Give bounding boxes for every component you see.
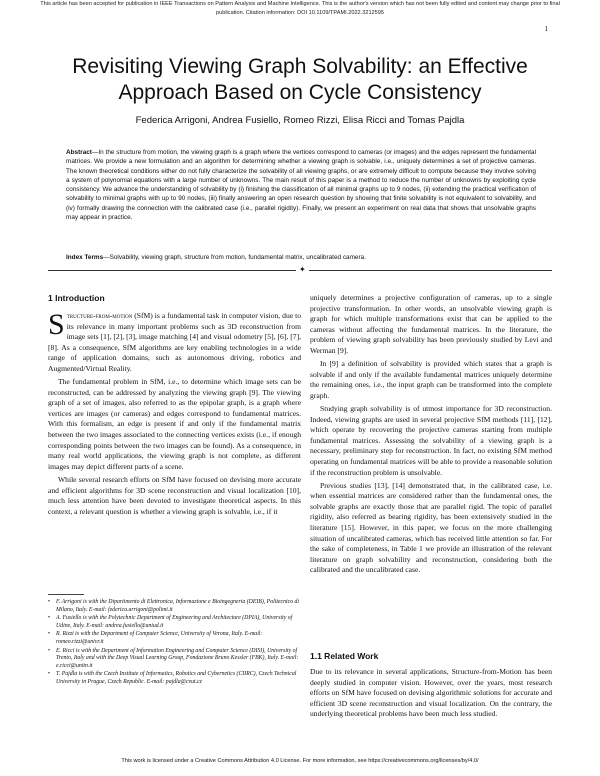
publication-notice: This article has been accepted for publication in IEEE Transactions on Pattern Analysis and Machine Intelligence. This is the author's version which has not been fully edited and content may change prior to final publication. Citation information: DOI 10.1109/TPAMI.2022.3212595 [40, 1, 560, 16]
right-column [310, 293, 552, 578]
right-paragraph-4: Previous studies [13], [14] demonstrated that, in the calibrated case, i.e. when essential matrices are considered rather than the fundamental ones, the solvable graphs are exactly those that are parallel rigid. The topic of parallel rigidity, also referred as bearing rigidity, has been extensively studied in the literature [15]. However, in this paper, we focus on the more challenging situation of uncalibrated cameras, which has received little attention so far. For the sake of completeness, in Table 1 we provide an illustration of the relevant literature on graph solvability and reconstruction, considering both the calibrated and the uncalibrated case. [310, 480, 552, 575]
license-notice: This work is licensed under a Creative Commons Attribution 4.0 License. For more information, see https://creativecommons.org/licenses/by/4.0/ [121, 758, 479, 764]
author-list: Federica Arrigoni, Andrea Fusiello, Romeo Rizzi, Elisa Ricci and Tomas Pajdla [135, 115, 465, 126]
abstract-text: —In the structure from motion, the viewing graph is a graph where the vertices correspond to cameras (or images) and the edges represent the fundamental matrices. We provide a new formulation and an algorithm for determining whether a viewing graph is solvable, i.e., uniquely determines a set of projective cameras. The known theoretical conditions either do not fully characterize the solvability of all viewing graphs, or are extremely difficult to compute because they involve solving a system of polynomial equations with a large number of unknowns. The main result of this paper is a method to reduce the number of unknowns by exploiting cycle consistency. We advance the understanding of solvability by (i) finishing the classification of all minimal graphs up to 9 nodes, (ii) extending the practical verification of solvability to minimal graphs with up to 90 nodes, (iii) finally answering an open research question by showing that finite solvability is not equivalent to solvability, and (iv) formally drawing the connection with the calibrated case (i.e., parallel rigidity). Finally, we present an experiment on real data that shows that unsolvable graphs may appear in practice. [66, 149, 536, 222]
left-column [48, 308, 301, 520]
abstract-label: Abstract [66, 149, 92, 156]
intro-lead-words: tructure-from-motion [66, 311, 133, 320]
intro-paragraph-1-text: (SfM) is a fundamental task in computer vision, due to its relevance in many important problems such as 3D reconstruction from image sets [1], [2], [3], image matching [4] and visual odometry [5], [6], [7], [8]. As a consequence, SfM algorithms are key enabling technologies in a wide range of application domains, such as autonomous driving, robotics and Augmented/Virtual Reality. [48, 311, 301, 373]
footnote-rule [48, 594, 84, 595]
index-terms-text: —Solvability, viewing graph, structure from motion, fundamental matrix, uncalibrated camera. [103, 254, 366, 261]
drop-cap: S [48, 308, 65, 341]
footnote: • T. Pajdla is with the Czech Institute of Informatics, Robotics and Cybernetics (CIIRC), Czech Technical University in Prague, Czech Republic. E-mail: pajdla@cvut.cz [48, 671, 300, 686]
intro-paragraph-1 [48, 308, 301, 375]
footnote: • E. Ricci is with the Department of Information Engineering and Computer Science (DISI), University of Trento, Italy and with the Deep Visual Learning Group, Fondazione Bruno Kessler (FBK), Italy. E-mail: e.ricci@unitn.it [48, 648, 300, 671]
right-paragraph-3: Studying graph solvability is of utmost importance for 3D reconstruction. Indeed, viewing graphs are used in several projective SfM methods [11], [12], which operate by recovering the projective cameras starting from multiple fundamental matrices. Assessing the solvability of a viewing graph is a necessary, preliminary step for reconstruction. In fact, no existing SfM method operating on fundamental matrices will be able to provide a reasonable solution if the reconstruction problem is unsolvable. [310, 403, 552, 477]
footnote: • A. Fusiello is with the Polytechnic Department of Engineering and Architecture (DPIA), University of Udine, Italy. E-mail: andrea.fusiello@uniud.it [48, 615, 300, 630]
intro-paragraph-2: The fundamental problem in SfM, i.e., to determine which image sets can be reconstructed, can be addressed by analyzing the viewing graph [9]. The viewing graph of a set of images, also referred to as the epipolar graph, is a graph where vertices are images (or cameras) and edges correspond to fundamental matrices. With this formalism, an edge is present if and only if the fundamental matrix between the two images associated to the connecting vertices exists (i.e., if enough corresponding points between the two images can be found). As a consequence, in many real world applications, the viewing graph is not complete, as different images may depict different parts of a scene. [48, 377, 301, 471]
footnote: • F. Arrigoni is with the Dipartimento di Elettronica, Informazione e Bioingegneria (DEIB), Politecnico di Milano, Italy. E-mail: federica.arrigoni@polimi.it [48, 599, 300, 614]
subsection-heading-related-work: 1.1 Related Work [310, 651, 379, 661]
index-terms-label: Index Terms [66, 254, 104, 261]
right-paragraph-2: In [9] a definition of solvability is provided which states that a graph is solvable if and only if the available fundamental matrices uniquely determine the remaining ones, i.e., the input graph can be transformed into the complete graph. [310, 359, 552, 400]
page-number: 1 [544, 25, 548, 33]
footnote: • R. Rizzi is with the Department of Computer Science, University of Verona, Italy. E-mail: romeo.rizzi@univr.it [48, 631, 300, 646]
paper-title: Revisiting Viewing Graph Solvability: an Effective Approach Based on Cycle Consistency [72, 55, 528, 104]
abstract [66, 148, 536, 222]
related-work-body [310, 667, 552, 722]
index-terms [66, 253, 536, 262]
divider-diamond-icon: ✦ [296, 266, 309, 274]
right-paragraph-1: uniquely determines a projective configuration of cameras, up to a single projective transformation. In other words, an unsolvable viewing graph is graph for which multiple transformations exist that can be applied to the cameras without affecting the fundamental matrices. In the literature, the problem of viewing graph solvability has been previously studied by Levi and Werman [9]. [310, 293, 552, 355]
related-work-paragraph: Due to its relevance in several applications, Structure-from-Motion has been deeply studied in computer vision. However, over the years, most research efforts on SfM have focused on devising algorithmic solutions for accurate and efficient 3D scene reconstruction and visual localization. On the contrary, the underlying theoretical problems have been much less studied. [310, 667, 552, 719]
intro-paragraph-3: While several research efforts on SfM have focused on devising more accurate and efficient algorithms for 3D scene reconstruction and visual localization [10], much less attention have been devoted to investigate theoretical aspects. In this context, a relevant question is whether a viewing graph is solvable, i.e., if it [48, 474, 301, 516]
section-heading-introduction: 1 Introduction [48, 293, 105, 303]
author-footnotes [48, 599, 300, 688]
